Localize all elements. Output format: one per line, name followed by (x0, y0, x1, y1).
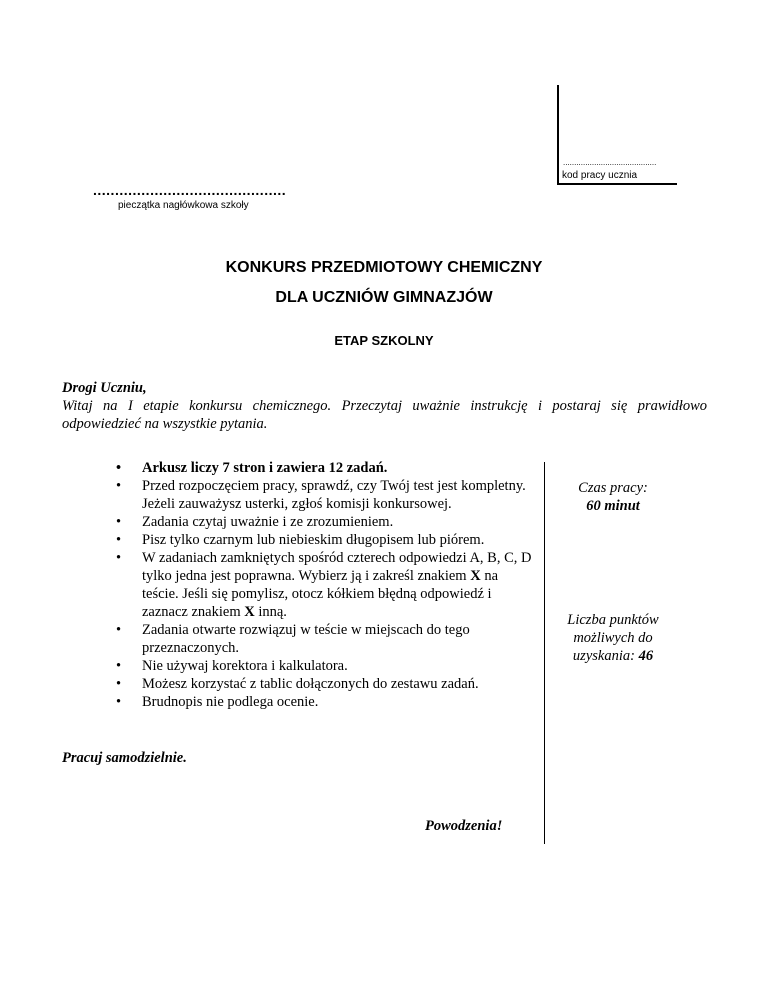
max-points-label: Liczba punktów (567, 612, 659, 628)
instruction-item: • Możesz korzystać z tablic dołączonych do zestawu zadań. (98, 675, 538, 693)
instruction-item: • Pisz tylko czarnym lub niebieskim długopisem lub piórem. (98, 531, 538, 549)
max-points-label-text: uzyskania: (572, 648, 639, 664)
intro-text: Witaj na I etapie konkursu chemicznego. Przeczytaj uważnie instrukcję i postaraj się prawidłowo odpowiedzieć na wszystkie pytania. (62, 398, 707, 432)
greeting: Drogi Uczniu, (62, 380, 147, 396)
instruction-item: • Przed rozpoczęciem pracy, sprawdź, czy Twój test jest kompletny. Jeżeli zauważysz usterki, zgłoś komisji konkursowej. (98, 477, 538, 513)
school-stamp-label: pieczątka nagłówkowa szkoły (118, 200, 249, 211)
instruction-item (98, 549, 538, 621)
instruction-item: • Zadania otwarte rozwiązuj w teście w miejscach do tego przeznaczonych. (98, 621, 538, 657)
column-divider (544, 462, 545, 844)
instruction-text: W zadaniach zamkniętych spośród czterech odpowiedzi A, B, C, D tylko jedna jest poprawna. Wybierz ją i zakreśl znakiem (142, 550, 532, 584)
contest-stage: ETAP SZKOLNY (334, 333, 434, 348)
instruction-item: • Nie używaj korektora i kalkulatora. (98, 657, 538, 675)
work-time-value: 60 minut (586, 498, 640, 514)
instruction-item: • Arkusz liczy 7 stron i zawiera 12 zadań. (98, 459, 538, 477)
instruction-text: na teście. Jeśli się pomylisz, otocz kółkiem błędną odpowiedź i zaznacz znakiem (142, 568, 499, 620)
good-luck-note: Powodzenia! (425, 818, 503, 834)
work-time-box (548, 479, 678, 515)
instruction-item: • Zadania czytaj uważnie i ze zrozumieniem. (98, 513, 538, 531)
max-points-label (548, 647, 678, 665)
max-points-label: możliwych do (573, 630, 653, 646)
x-mark-text: X (470, 568, 481, 584)
x-mark-text: X (244, 604, 255, 620)
instructions-list (98, 459, 538, 711)
contest-subtitle: DLA UCZNIÓW GIMNAZJÓW (275, 289, 493, 306)
max-points-box (548, 611, 678, 665)
student-code-label: kod pracy ucznia (562, 170, 638, 181)
work-time-label: Czas pracy: (578, 480, 648, 496)
school-stamp-field: ............................................ (93, 182, 287, 198)
max-points-value: 46 (638, 648, 654, 664)
student-code-field: .......................................... (563, 158, 657, 167)
work-alone-note: Pracuj samodzielnie. (62, 750, 187, 766)
instruction-item: • Brudnopis nie podlega ocenie. (98, 693, 538, 711)
instruction-text: inną. (254, 604, 287, 620)
contest-title: KONKURS PRZEDMIOTOWY CHEMICZNY (225, 259, 543, 276)
